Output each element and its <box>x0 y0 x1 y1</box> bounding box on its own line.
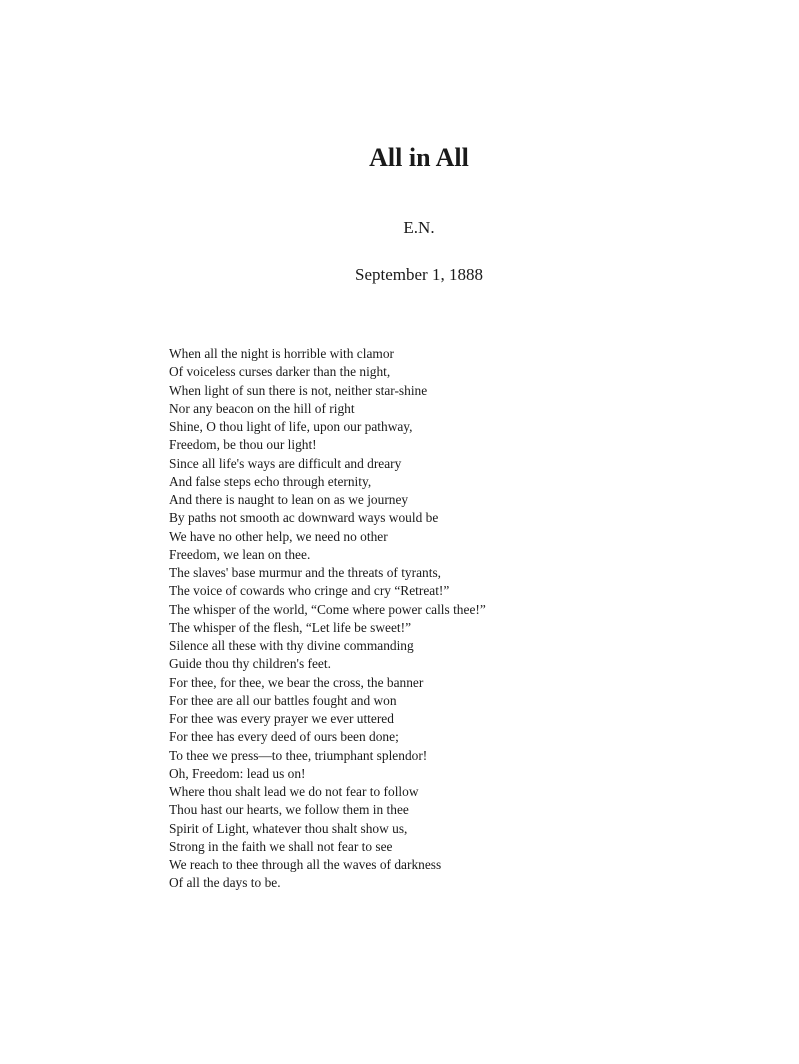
poem-line: Guide thou thy children's feet. <box>169 656 331 672</box>
poem-body <box>169 345 649 893</box>
poem-line: When all the night is horrible with clamor <box>169 346 394 361</box>
poem-line: Of voiceless curses darker than the night, <box>169 364 391 380</box>
poem-line: For thee was every prayer we ever uttered <box>169 711 394 726</box>
poem-title: All in All <box>369 143 469 172</box>
poem-line: The slaves' base murmur and the threats of tyrants, <box>169 565 442 580</box>
poem-line: Shine, O thou light of life, upon our pathway, <box>169 419 413 434</box>
poem-line: For thee has every deed of ours been done; <box>169 729 399 745</box>
poem-line: The whisper of the flesh, “Let life be sweet!” <box>169 619 412 635</box>
poem-line: Strong in the faith we shall not fear to see <box>169 838 393 854</box>
poem-line: The whisper of the world, “Come where power calls thee!” <box>169 601 486 617</box>
poem-line: Freedom, we lean on thee. <box>169 546 311 562</box>
poem-line: And there is naught to lean on as we journey <box>169 492 409 507</box>
poem-line: For thee are all our battles fought and won <box>169 692 397 708</box>
poem-line: Freedom, be thou our light! <box>169 437 317 453</box>
poem-line: For thee, for thee, we bear the cross, the banner <box>169 674 424 690</box>
poem-line: We have no other help, we need no other <box>169 528 388 544</box>
poem-line: By paths not smooth ac downward ways would be <box>169 510 439 526</box>
poem-line: Thou hast our hearts, we follow them in thee <box>169 802 409 818</box>
poem-line: Where thou shalt lead we do not fear to follow <box>169 784 419 799</box>
poem-line: Oh, Freedom: lead us on! <box>169 765 306 781</box>
poem-date: September 1, 1888 <box>355 265 483 284</box>
poem-line: Silence all these with thy divine commanding <box>169 638 414 653</box>
poem-author: E.N. <box>403 218 435 237</box>
poem-line: Since all life's ways are difficult and dreary <box>169 455 402 471</box>
poem-line: Spirit of Light, whatever thou shalt show us, <box>169 820 408 836</box>
poem-line: We reach to thee through all the waves of darkness <box>169 857 442 872</box>
poem-line: To thee we press—to thee, triumphant splendor! <box>169 747 428 763</box>
poem-line: And false steps echo through eternity, <box>169 473 372 489</box>
poem-line: Nor any beacon on the hill of right <box>169 400 355 416</box>
poem-line: When light of sun there is not, neither star-shine <box>169 382 428 398</box>
poem-line: The voice of cowards who cringe and cry “Retreat!” <box>169 583 450 599</box>
poem-line: Of all the days to be. <box>169 875 281 891</box>
